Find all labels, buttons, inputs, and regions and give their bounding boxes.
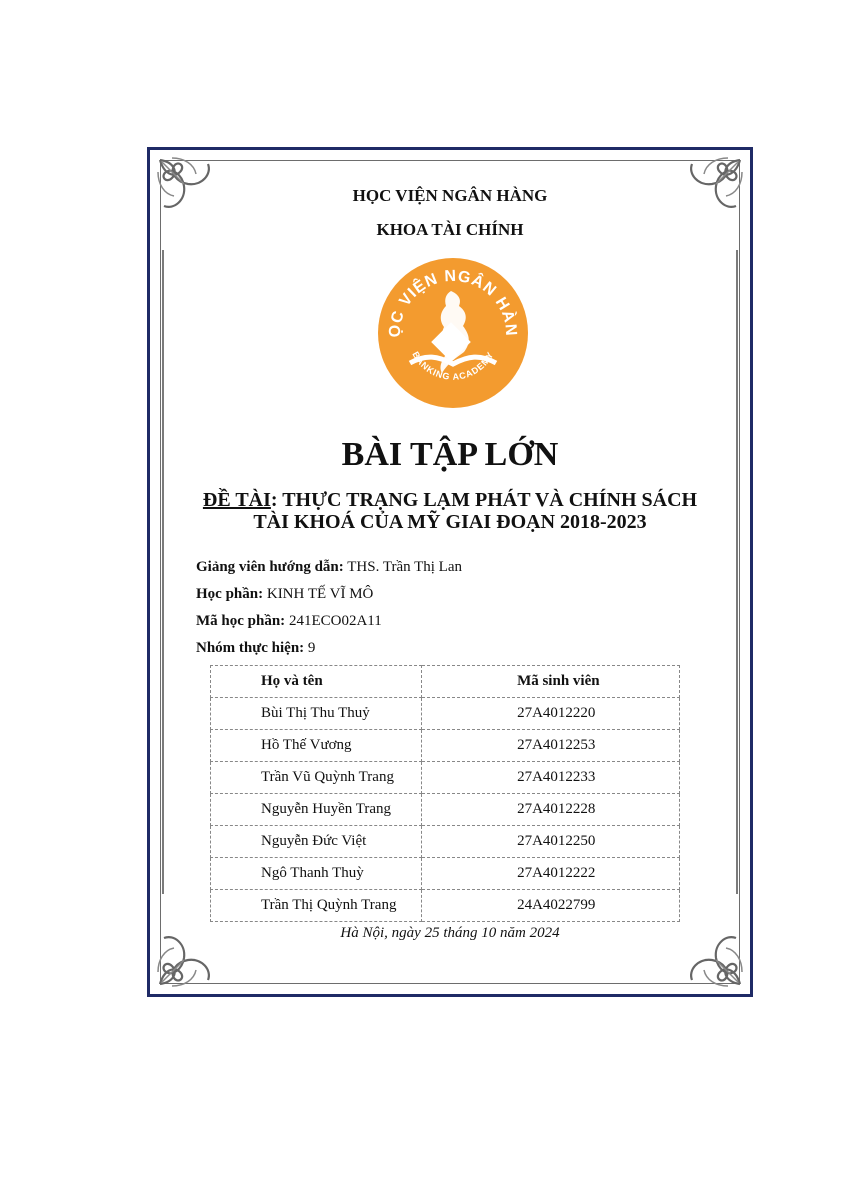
faculty-name: KHOA TÀI CHÍNH xyxy=(376,220,524,239)
cover-content xyxy=(150,150,750,994)
name-column-header: Họ và tên xyxy=(211,666,422,698)
student-id: 24A4022799 xyxy=(422,890,680,922)
topic-label: ĐỀ TÀI xyxy=(202,489,271,511)
student-id: 27A4012250 xyxy=(422,826,680,858)
student-id: 27A4012233 xyxy=(422,762,680,794)
document-type: BÀI TẬP LỚN xyxy=(341,436,559,473)
course-code-label: Mã học phần: xyxy=(196,613,286,629)
course-row xyxy=(196,581,716,608)
student-id: 27A4012222 xyxy=(422,858,680,890)
student-name: Ngô Thanh Thuỳ xyxy=(211,858,422,890)
topic-line-1 xyxy=(150,489,750,511)
topic-colon: : xyxy=(270,489,283,511)
course-info xyxy=(196,554,716,662)
student-id-column-header: Mã sinh viên xyxy=(422,666,680,698)
table-header-row xyxy=(211,666,680,698)
group-label: Nhóm thực hiện: xyxy=(196,640,305,656)
banking-academy-logo xyxy=(376,256,530,410)
student-name: Nguyễn Huyền Trang xyxy=(211,794,422,826)
table-row xyxy=(211,826,680,858)
student-name: Bùi Thị Thu Thuỷ xyxy=(211,698,422,730)
student-id: 27A4012220 xyxy=(422,698,680,730)
student-id: 27A4012228 xyxy=(422,794,680,826)
student-id: 27A4012253 xyxy=(422,730,680,762)
table-row xyxy=(211,762,680,794)
group-value: 9 xyxy=(307,640,316,656)
student-name: Nguyễn Đức Việt xyxy=(211,826,422,858)
group-row xyxy=(196,635,716,662)
cover-page xyxy=(147,147,753,997)
table-row xyxy=(211,730,680,762)
logo-top-text: ỌC VIỆN NGÂN HÀN xyxy=(386,267,520,338)
table-row xyxy=(211,698,680,730)
school-name: HỌC VIỆN NGÂN HÀNG xyxy=(352,186,548,205)
lecturer-row xyxy=(196,554,716,581)
table-row xyxy=(211,890,680,922)
topic-line-2: TÀI KHOÁ CỦA MỸ GIAI ĐOẠN 2018-2023 xyxy=(253,511,647,533)
course-code-value: 241ECO02A11 xyxy=(288,613,382,629)
date-location: Hà Nội, ngày 25 tháng 10 năm 2024 xyxy=(340,925,560,941)
student-name: Trần Thị Quỳnh Trang xyxy=(211,890,422,922)
table-row xyxy=(211,794,680,826)
topic-line1-text: THỰC TRẠNG LẠM PHÁT VÀ CHÍNH SÁCH xyxy=(282,489,698,511)
course-code-row xyxy=(196,608,716,635)
logo-bottom-text: BANKING ACADEMY xyxy=(410,349,496,382)
lecturer-label: Giảng viên hướng dẫn: xyxy=(196,559,344,575)
student-name: Hồ Thế Vương xyxy=(211,730,422,762)
course-label: Học phần: xyxy=(196,586,264,602)
student-name: Trần Vũ Quỳnh Trang xyxy=(211,762,422,794)
table-row xyxy=(211,858,680,890)
course-value: KINH TẾ VĨ MÔ xyxy=(266,586,374,602)
logo-graphic xyxy=(376,256,530,410)
topic-title xyxy=(150,489,750,533)
lecturer-value: THS. Trần Thị Lan xyxy=(347,559,462,575)
student-table xyxy=(210,665,680,922)
